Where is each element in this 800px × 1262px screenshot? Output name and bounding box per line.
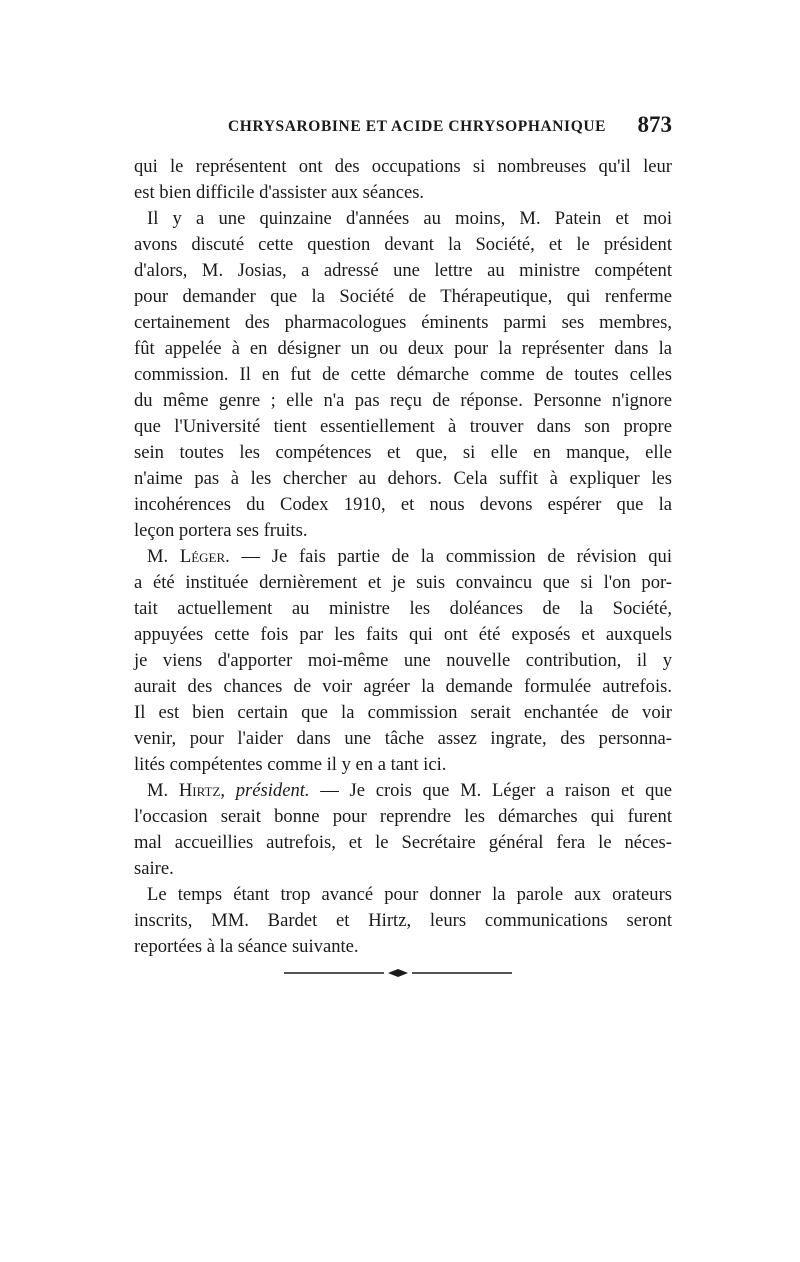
text-line (134, 544, 672, 570)
text-line: lités compétentes comme il y en a tant ici. (134, 754, 447, 775)
text-line: avons discuté cette question devant la Société, et le président (134, 234, 672, 255)
text-line: inscrits, MM. Bardet et Hirtz, leurs communications seront (134, 910, 672, 931)
text-line: tait actuellement au ministre les doléances de la Société, (134, 598, 672, 619)
paragraph (134, 154, 672, 206)
text-line: est bien difficile d'assister aux séances. (134, 182, 425, 203)
text-line: Il y a une quinzaine d'années au moins, M. Patein et moi (147, 208, 672, 229)
text-fragment: — Je crois que M. Léger a raison et que (309, 780, 672, 801)
running-title: CHRYSAROBINE ET ACIDE CHRYSOPHANIQUE (228, 118, 607, 135)
paragraph (134, 544, 672, 778)
text-line (134, 778, 672, 804)
page-number: 873 (637, 112, 672, 137)
paragraph (134, 778, 672, 882)
text-line: fût appelée à en désigner un ou deux pour la représenter dans la (134, 338, 672, 359)
text-line: aurait des chances de voir agréer la demande formulée autrefois. (134, 676, 672, 697)
body-text (134, 154, 672, 960)
speaker-name: M. Hirtz, (147, 780, 226, 801)
text-line: incohérences du Codex 1910, et nous devons espérer que la (134, 494, 672, 515)
speaker-role: président. (235, 780, 310, 801)
text-line: n'aime pas à les chercher au dehors. Cela suffit à expliquer les (134, 468, 672, 489)
text-line: certainement des pharmacologues éminents parmi ses membres, (134, 312, 672, 333)
text-line: saire. (134, 858, 174, 879)
text-line: pour demander que la Société de Thérapeutique, qui renferme (134, 286, 672, 307)
text-line: appuyées cette fois par les faits qui ont été exposés et auxquels (134, 624, 672, 645)
paragraph (134, 882, 672, 960)
text-line: venir, pour l'aider dans une tâche assez ingrate, des personna- (134, 728, 672, 749)
text-line: commission. Il en fut de cette démarche comme de toutes celles (134, 364, 672, 385)
text-line: du même genre ; elle n'a pas reçu de réponse. Personne n'ignore (134, 390, 672, 411)
speaker-name: M. Léger. (147, 546, 230, 567)
text-line: mal accueillies autrefois, et le Secrétaire général fera le néces- (134, 832, 672, 853)
paragraph (134, 206, 672, 544)
text-line: je viens d'apporter moi-même une nouvelle contribution, il y (134, 650, 672, 671)
text-fragment: — Je fais partie de la commission de révision qui (229, 546, 673, 567)
text-line: leçon portera ses fruits. (134, 520, 308, 541)
text-line: sein toutes les compétences et que, si elle en manque, elle (134, 442, 672, 463)
section-end-ornament (284, 968, 512, 978)
text-line: qui le représentent ont des occupations si nombreuses qu'il leur (134, 156, 672, 177)
text-line: d'alors, M. Josias, a adressé une lettre au ministre compétent (134, 260, 672, 281)
text-line: a été instituée dernièrement et je suis convaincu que si l'on por- (134, 572, 672, 593)
text-line: reportées à la séance suivante. (134, 936, 359, 957)
text-line: Il est bien certain que la commission serait enchantée de voir (134, 702, 672, 723)
text-line: l'occasion serait bonne pour reprendre les démarches qui furent (134, 806, 672, 827)
text-line: Le temps étant trop avancé pour donner la parole aux orateurs (147, 884, 672, 905)
text-line: que l'Université tient essentiellement à trouver dans son propre (134, 416, 672, 437)
running-head (134, 112, 672, 142)
